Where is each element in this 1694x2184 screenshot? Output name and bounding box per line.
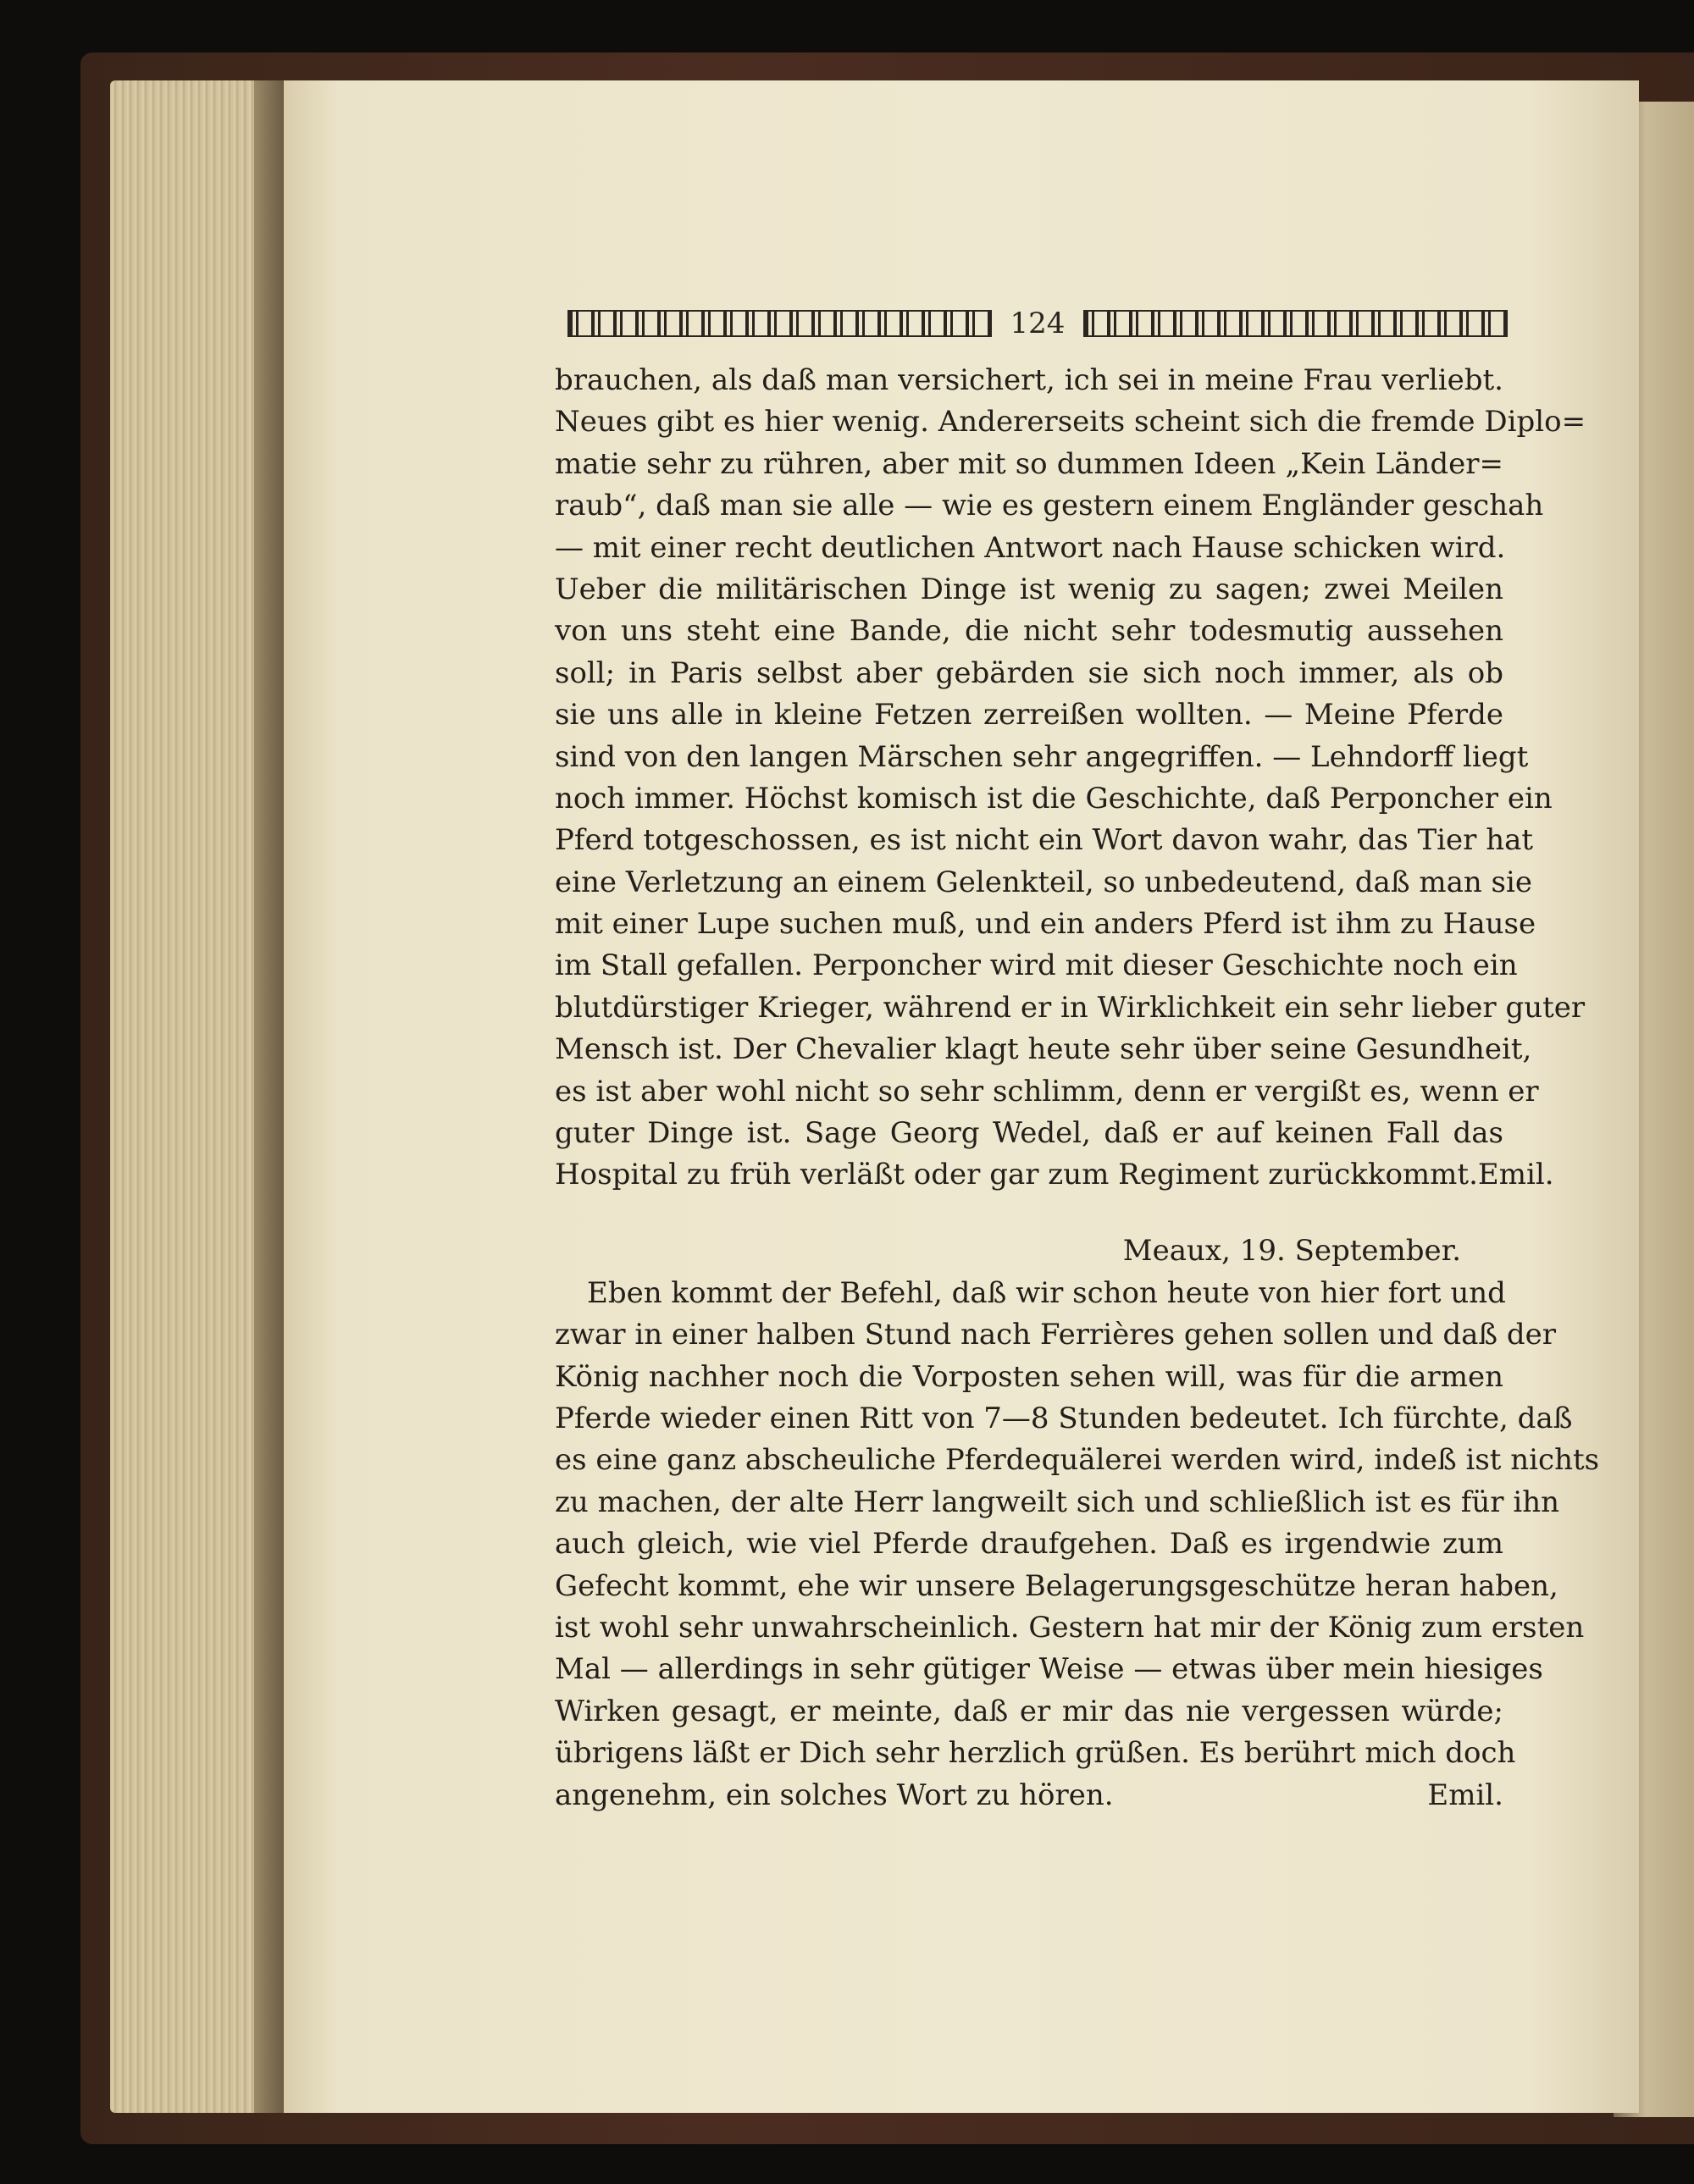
text-line: — mit einer recht deutlichen Antwort nach Hause schicken wird. <box>555 530 1506 565</box>
text-line: eine Verletzung an einem Gelenkteil, so unbedeutend, daß man sie <box>555 865 1532 899</box>
text-line: brauchen, als daß man versichert, ich sei in meine Frau verliebt. <box>555 363 1503 397</box>
text-line: König nachher noch die Vorposten sehen will, was für die armen <box>555 1359 1503 1394</box>
letter-1 <box>555 360 1586 1197</box>
text-line: Wirken gesagt, er meinte, daß er mir das nie vergessen würde; <box>555 1694 1503 1728</box>
letter-2 <box>555 1273 1600 1816</box>
text-line: matie sehr zu rühren, aber mit so dummen Ideen „Kein Länder= <box>555 446 1503 481</box>
text-line: sind von den langen Märschen sehr angegriffen. — Lehndorff liegt <box>555 739 1529 774</box>
text-line: Pferde wieder einen Ritt von 7—8 Stunden bedeutet. Ich fürchte, daß <box>555 1401 1573 1435</box>
text-line: noch immer. Höchst komisch ist die Geschichte, daß Perponcher ein <box>555 781 1553 816</box>
closing-text: angenehm, ein solches Wort zu hören. <box>555 1778 1114 1812</box>
page-body <box>555 360 1600 1816</box>
text-line: im Stall gefallen. Perponcher wird mit dieser Geschichte noch ein <box>555 948 1518 983</box>
text-line: es eine ganz abscheuliche Pferdequälerei werden wird, indeß ist nichts <box>555 1443 1600 1478</box>
text-line: soll; in Paris selbst aber gebärden sie sich noch immer, als ob <box>555 655 1503 690</box>
text-line: es ist aber wohl nicht so sehr schlimm, denn er vergißt es, wenn er <box>555 1074 1539 1109</box>
text-line: raub“, daß man sie alle — wie es gestern einem Engländer geschah <box>555 489 1544 523</box>
page-header <box>567 303 1508 344</box>
place-name: Meaux, <box>1122 1233 1231 1268</box>
text-line: Gefecht kommt, ehe wir unsere Belagerungsgeschütze heran haben, <box>555 1568 1558 1603</box>
text-line: zwar in einer halben Stund nach Ferrières gehen sollen und daß der <box>555 1318 1557 1352</box>
closing-text: Hospital zu früh verläßt oder gar zum Regiment zurückkommt. <box>555 1158 1478 1192</box>
text-line: zu machen, der alte Herr langweilt sich und schließlich ist es für ihn <box>555 1485 1559 1519</box>
text-line: Mensch ist. Der Chevalier klagt heute sehr über seine Gesundheit, <box>555 1032 1532 1067</box>
text-line: mit einer Lupe suchen muß, und ein anders Pferd ist ihm zu Hause <box>555 907 1536 942</box>
text-line: von uns steht eine Bande, die nicht sehr todesmutig aussehen <box>555 614 1503 649</box>
text-line: Pferd totgeschossen, es ist nicht ein Wort davon wahr, das Tier hat <box>555 823 1534 858</box>
text-line: blutdürstiger Krieger, während er in Wirklichkeit ein sehr lieber guter <box>555 990 1586 1025</box>
text-line: sie uns alle in kleine Fetzen zerreißen wollten. — Meine Pferde <box>555 698 1503 733</box>
closing-line <box>555 1154 1554 1196</box>
text-line: ist wohl sehr unwahrscheinlich. Gestern hat mir der König zum ersten <box>555 1610 1585 1645</box>
text-line: Neues gibt es hier wenig. Andererseits scheint sich die fremde Diplo= <box>555 405 1586 440</box>
signature: Emil. <box>1427 1778 1503 1812</box>
dateline <box>555 1229 1503 1273</box>
text-line: Ueber die militärischen Dinge ist wenig zu sagen; zwei Meilen <box>555 572 1503 606</box>
page-number: 124 <box>1010 307 1066 340</box>
ornamental-rule-left <box>567 310 992 337</box>
ornamental-rule-right <box>1083 310 1508 337</box>
text-line: Eben kommt der Befehl, daß wir schon heute von hier fort und <box>587 1275 1506 1310</box>
text-line: guter Dinge ist. Sage Georg Wedel, daß er auf keinen Fall das <box>555 1116 1503 1151</box>
closing-line <box>555 1775 1503 1816</box>
text-line: Mal — allerdings in sehr gütiger Weise — etwas über mein hiesiges <box>555 1652 1543 1687</box>
signature: Emil. <box>1477 1158 1554 1192</box>
letter-date: 19. September. <box>1239 1233 1461 1268</box>
text-line: übrigens läßt er Dich sehr herzlich grüßen. Es berührt mich doch <box>555 1736 1516 1771</box>
text-line: auch gleich, wie viel Pferde draufgehen. Daß es irgendwie zum <box>555 1527 1503 1562</box>
